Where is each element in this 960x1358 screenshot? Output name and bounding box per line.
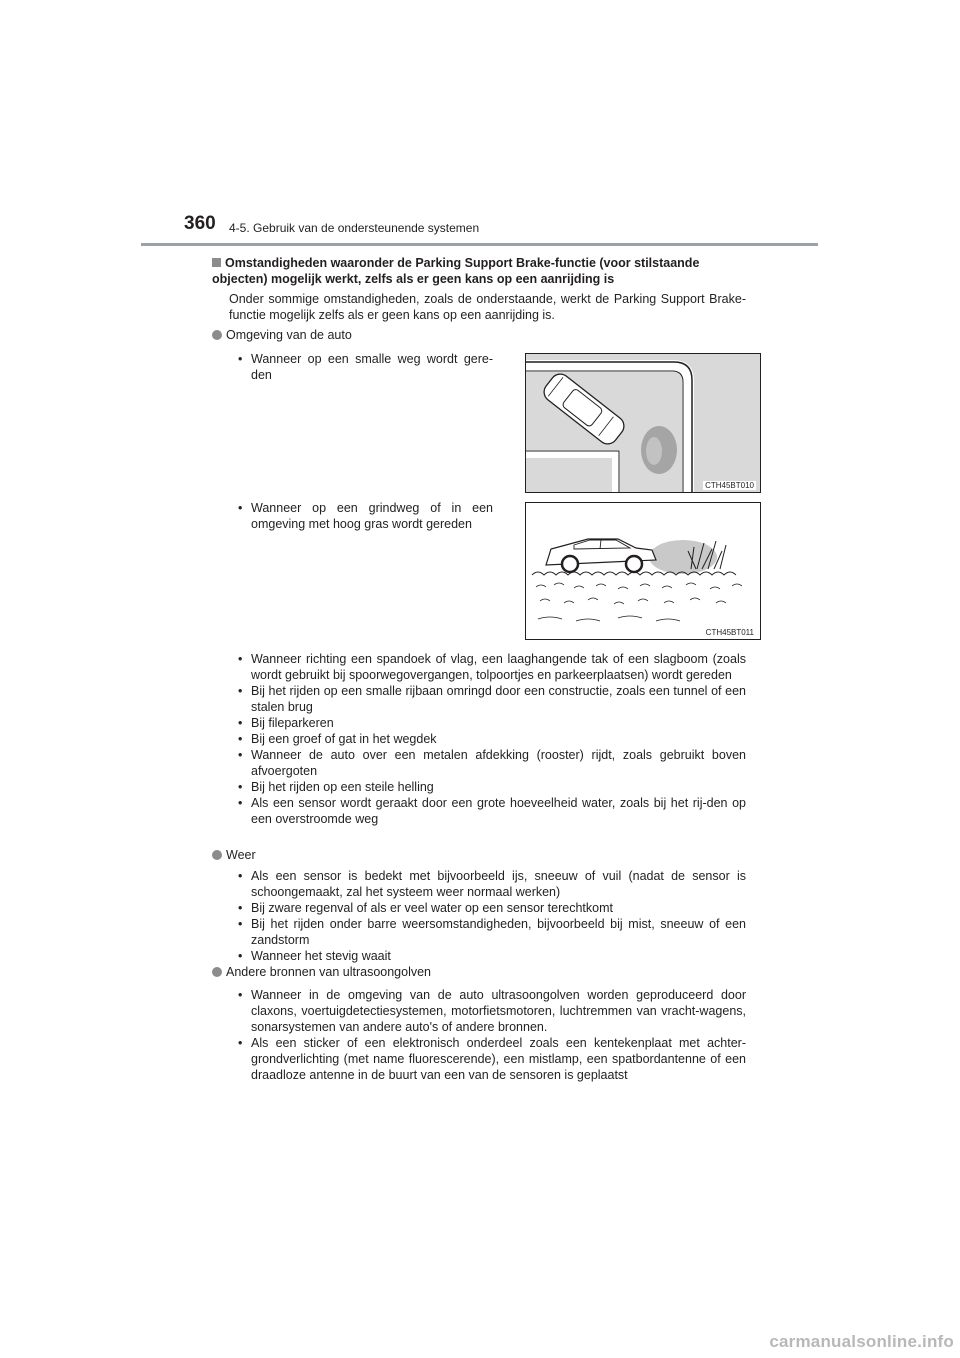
list-item: • Bij een groef of gat in het wegdek xyxy=(238,731,746,747)
subsection-weather-label: Weer xyxy=(226,848,256,862)
subsection-env-label: Omgeving van de auto xyxy=(226,328,352,342)
figure-item-list-1 xyxy=(238,351,493,383)
figure-item-list-2 xyxy=(238,500,493,532)
list-item: • Wanneer op een smalle weg wordt gere-den xyxy=(238,351,493,383)
list-item: • Bij zware regenval of als er veel water op een sensor terechtkomt xyxy=(238,900,746,916)
weather-item-list xyxy=(238,868,746,964)
figure-caption: CTH45BT010 xyxy=(705,481,754,490)
list-item: • Als een sensor wordt geraakt door een grote hoeveelheid water, zoals bij het rij-den op een overstroomde weg xyxy=(238,795,746,827)
list-item: • Als een sensor is bedekt met bijvoorbeeld ijs, sneeuw of vuil (nadat de sensor is schoongemaakt, zal het systeem weer normaal werken) xyxy=(238,868,746,900)
env-item-list xyxy=(238,651,746,827)
round-bullet-icon xyxy=(212,330,222,340)
list-item: • Wanneer in de omgeving van de auto ultrasoongolven worden geproduceerd door claxons, voertuigdetectiesystemen, motorfietsmotoren, luchtremmen van vracht-wagens, sonarsystemen van andere auto's of andere bronnen. xyxy=(238,987,746,1035)
subsection-weather-title xyxy=(212,847,746,863)
list-item: • Wanneer het stevig waait xyxy=(238,948,746,964)
round-bullet-icon xyxy=(212,967,222,977)
list-item: • Wanneer de auto over een metalen afdekking (rooster) rijdt, zoals gebruikt boven afvoergoten xyxy=(238,747,746,779)
round-bullet-icon xyxy=(212,850,222,860)
header-rule xyxy=(141,243,818,246)
narrow-road-illustration xyxy=(526,354,760,492)
watermark: carmanualsonline.info xyxy=(769,1332,954,1351)
list-item: • Wanneer op een grindweg of in een omgeving met hoog gras wordt gereden xyxy=(238,500,493,532)
ultrasound-item-list xyxy=(238,987,746,1083)
section-heading xyxy=(212,255,746,287)
subsection-ultrasound-label: Andere bronnen van ultrasoongolven xyxy=(226,965,432,979)
figure-caption: CTH45BT011 xyxy=(705,628,754,637)
page-number: 360 xyxy=(184,213,216,234)
figure-narrow-road xyxy=(525,353,761,493)
subsection-ultrasound-title xyxy=(212,964,746,980)
list-item: • Bij het rijden op een steile helling xyxy=(238,779,746,795)
list-item: • Bij fileparkeren xyxy=(238,715,746,731)
heading-text: Omstandigheden waaronder de Parking Support Brake-functie (voor stilstaande objecten) mogelijk werkt, zelfs als er geen kans op een aanrijding is xyxy=(212,256,700,286)
subsection-env-title xyxy=(212,327,746,343)
list-item: • Als een sticker of een elektronisch onderdeel zoals een kentekenplaat met achter-grondverlichting (met name fluorescerende), een mistlamp, een spatbordantenne of een draadloze antenne in de buurt van een van de sensoren is geplaatst xyxy=(238,1035,746,1083)
list-item: • Bij het rijden op een smalle rijbaan omringd door een constructie, zoals een tunnel of een stalen brug xyxy=(238,683,746,715)
square-bullet-icon xyxy=(212,258,221,267)
list-item: • Bij het rijden onder barre weersomstandigheden, bijvoorbeeld bij mist, sneeuw of een zandstorm xyxy=(238,916,746,948)
gravel-road-illustration xyxy=(526,503,760,639)
figure-gravel-road xyxy=(525,502,761,640)
list-item: • Wanneer richting een spandoek of vlag, een laaghangende tak of een slagboom (zoals wordt gebruikt bij spoorwegovergangen, tolpoortjes en parkeerplaatsen) wordt gereden xyxy=(238,651,746,683)
section-title: 4-5. Gebruik van de ondersteunende systemen xyxy=(229,221,480,235)
intro-paragraph: Onder sommige omstandigheden, zoals de onderstaande, werkt de Parking Support Brake-functie mogelijk zelfs als er geen kans op een aanrijding is. xyxy=(229,292,746,322)
